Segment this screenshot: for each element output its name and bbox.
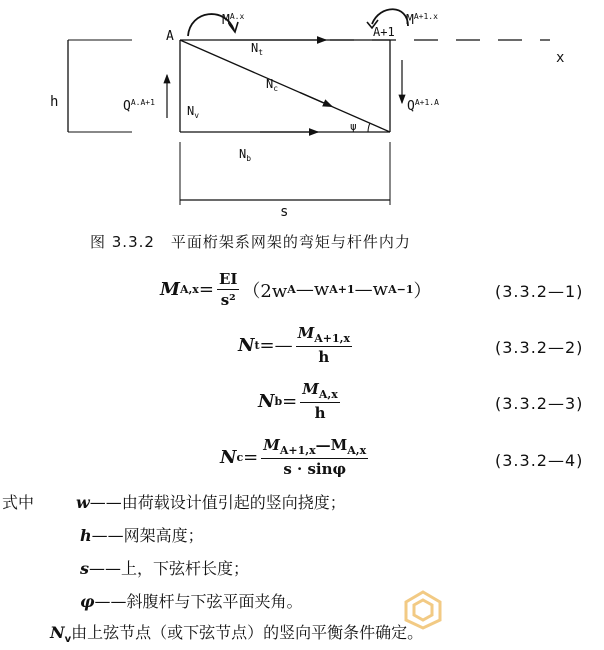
where-note-nv: $N_v$由上弦节点（或下弦节点）的竖向平衡条件确定。 [50, 623, 424, 646]
where-intro: 式中 [2, 493, 35, 512]
Nb-label: $N_b$ [239, 147, 252, 163]
where-item-s: s——上，下弦杆长度； [80, 559, 250, 578]
x-label: x [556, 50, 565, 66]
equation-1-number: (3.3.2—1) [495, 282, 584, 301]
equation-4: N c = $\frac{M_{A+1,x}—M_{A,x}}{s \cdot \sin\varphi}$ [220, 436, 367, 478]
Nc-label: $N_c$ [266, 77, 279, 93]
equation-1: M A,x = $\frac{EI}{\text{s²}}$ （2w A —w A+1 —w A−1 ） [160, 270, 432, 309]
where-item-h: h——网架高度； [80, 526, 204, 545]
MA1x-label: $M^{A+1.x}$ [406, 12, 438, 28]
equation-4-number: (3.3.2—4) [495, 451, 584, 470]
node-A-label: A [166, 29, 174, 44]
QL-label: $Q^{A.A+1}$ [123, 98, 155, 114]
Nv-label: $N_v$ [187, 104, 200, 120]
truss-moment-diagram [0, 0, 604, 225]
Nt-label: $N_t$ [251, 41, 264, 57]
psi-label: ψ [350, 120, 357, 133]
watermark-logo-icon [403, 590, 443, 630]
equation-3-number: (3.3.2—3) [495, 394, 584, 413]
node-A1-label: A+1 [373, 25, 395, 39]
where-item-phi: φ——斜腹杆与下弦平面夹角。 [80, 592, 303, 611]
h-label: h [50, 94, 59, 110]
s-label: s [280, 204, 289, 220]
diagonal-member [180, 40, 390, 132]
equation-2: N t =— $\frac{M_{A+1,x}}{h}$ [238, 324, 351, 366]
where-item-w: w——由荷载设计值引起的竖向挠度； [76, 493, 346, 512]
equation-3: N b = $\frac{M_{A,x}}{h}$ [258, 380, 338, 422]
QR-label: $Q^{A+1.A}$ [407, 98, 439, 114]
MAx-label: $M^{A.x}$ [222, 12, 245, 28]
equation-2-number: (3.3.2—2) [495, 338, 584, 357]
moment-arc-right [372, 9, 408, 26]
figure-caption: 图 3.3.2 平面桁架系网架的弯矩与杆件内力 [90, 233, 411, 251]
